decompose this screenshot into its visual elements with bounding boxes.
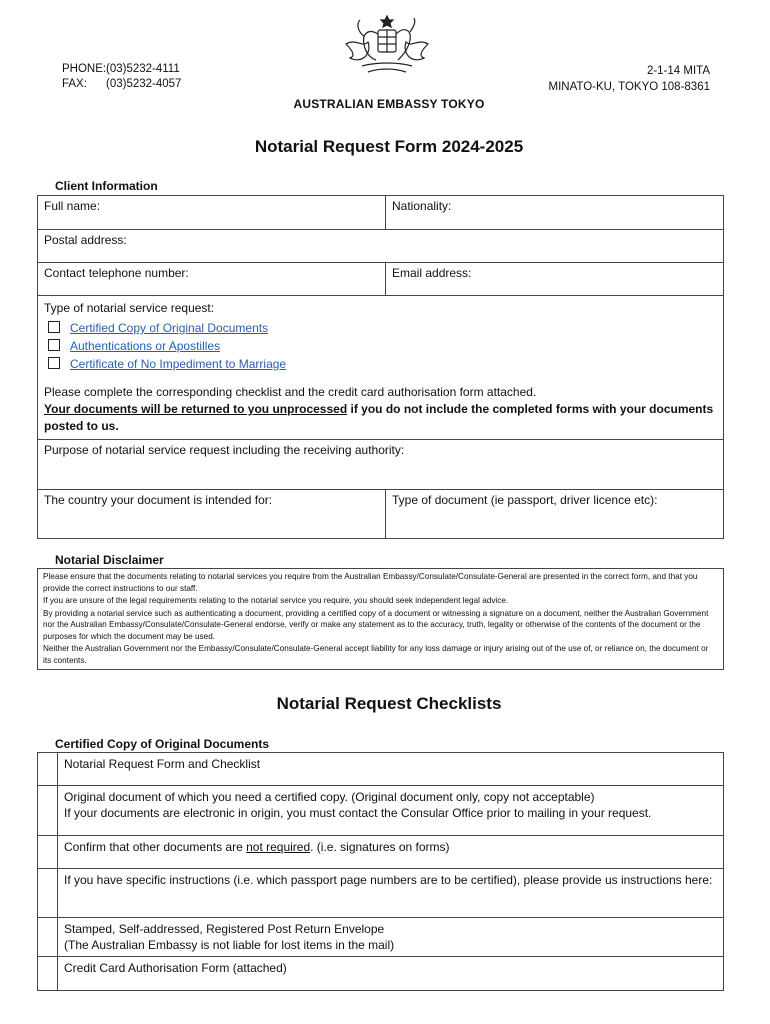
contact-phone-field[interactable] bbox=[38, 263, 386, 296]
checklist-item bbox=[58, 836, 724, 869]
fax-number: (03)5232-4057 bbox=[106, 78, 182, 90]
checklist-tick-box[interactable] bbox=[38, 786, 58, 836]
checklist-tick-box[interactable] bbox=[38, 918, 58, 957]
checklist-item-text: If you have specific instructions (i.e. which passport page numbers are to be certified), please provide us instructions here: bbox=[64, 873, 713, 887]
certified-copy-link[interactable]: Certified Copy of Original Documents bbox=[70, 321, 269, 335]
doc-type-field[interactable] bbox=[386, 490, 724, 539]
certified-copy-heading: Certified Copy of Original Documents bbox=[55, 737, 270, 751]
checklist-tick-box[interactable] bbox=[38, 957, 58, 991]
authentications-link[interactable]: Authentications or Apostilles bbox=[70, 339, 221, 353]
address-line-2: MINATO-KU, TOKYO 108-8361 bbox=[548, 81, 710, 93]
purpose-label: Purpose of notarial service request including the receiving authority: bbox=[44, 443, 405, 457]
postal-address-field[interactable] bbox=[38, 230, 724, 263]
checklist-item[interactable] bbox=[58, 869, 724, 918]
checklist-item bbox=[58, 918, 724, 957]
embassy-name: AUSTRALIAN EMBASSY TOKYO bbox=[293, 97, 485, 111]
complete-note: Please complete the corresponding checklist and the credit card authorisation form attached. bbox=[44, 385, 537, 399]
disclaimer-paragraph: If you are unsure of the legal requirements relating to the notarial service you require, you should seek independent legal advice. bbox=[43, 596, 509, 605]
checklist-item-text: (The Australian Embassy is not liable for lost items in the mail) bbox=[64, 938, 395, 952]
checklist-item-text: . (i.e. signatures on forms) bbox=[310, 840, 450, 854]
service-type-label: Type of notarial service request: bbox=[44, 301, 215, 315]
not-required-text: not required bbox=[246, 840, 311, 854]
country-label: The country your document is intended for: bbox=[44, 493, 273, 507]
disclaimer-paragraph: Please ensure that the documents relating to notarial services you require from the Australian Embassy/Consulate/Consulate-General are presented in the correct form, and that you provide the correct instructions to our staff. bbox=[43, 572, 698, 593]
service-option-authentications[interactable] bbox=[44, 337, 717, 355]
contact-block bbox=[62, 62, 181, 92]
fax-label: FAX: bbox=[62, 78, 87, 90]
disclaimer-heading: Notarial Disclaimer bbox=[55, 553, 164, 567]
client-info-table bbox=[37, 195, 724, 539]
nationality-label: Nationality: bbox=[392, 199, 452, 213]
checklist-item-text: Notarial Request Form and Checklist bbox=[64, 757, 261, 771]
checkbox[interactable] bbox=[48, 357, 60, 369]
checklist-item bbox=[58, 957, 724, 991]
full-name-label: Full name: bbox=[44, 199, 101, 213]
email-field[interactable] bbox=[386, 263, 724, 296]
form-title: Notarial Request Form 2024-2025 bbox=[254, 137, 524, 156]
return-warning-underlined: Your documents will be returned to you unprocessed bbox=[44, 402, 348, 416]
address-line-1: 2-1-14 MITA bbox=[646, 65, 710, 77]
postal-address-label: Postal address: bbox=[44, 233, 127, 247]
checkbox[interactable] bbox=[48, 339, 60, 351]
coat-of-arms-crest bbox=[342, 14, 432, 80]
client-info-heading: Client Information bbox=[55, 179, 158, 193]
certified-copy-checklist bbox=[37, 752, 724, 991]
purpose-field[interactable] bbox=[38, 440, 724, 490]
service-option-certified-copy[interactable] bbox=[44, 319, 717, 337]
disclaimer-box bbox=[37, 568, 724, 670]
doc-type-label: Type of document (ie passport, driver licence etc): bbox=[392, 493, 658, 507]
cni-link[interactable]: Certificate of No Impediment to Marriage bbox=[70, 357, 287, 371]
address-block bbox=[549, 63, 711, 95]
phone-label: PHONE: bbox=[62, 63, 107, 75]
country-field[interactable] bbox=[38, 490, 386, 539]
full-name-field[interactable] bbox=[38, 196, 386, 230]
service-type-cell bbox=[38, 296, 724, 440]
phone-number: (03)5232-4111 bbox=[106, 63, 180, 75]
return-warning-rest: if you do not include the completed forms with your documents posted to us. bbox=[44, 402, 714, 433]
checklist-item-text: Stamped, Self-addressed, Registered Post Return Envelope bbox=[64, 922, 385, 936]
email-label: Email address: bbox=[392, 266, 472, 280]
checklist-tick-box[interactable] bbox=[38, 753, 58, 786]
disclaimer-paragraph: By providing a notarial service such as authenticating a document, providing a certified copy of a document or witnessing a signature on a document, neither the Australian Government nor the Australian Embassy/Consulate/Consulate-General endorse, verify or make any statement as to the accuracy, truth, legality or otherwise of the contents of the document or the purposes for which the document may be used. bbox=[43, 608, 709, 641]
checklist-item bbox=[58, 753, 724, 786]
checklist-item-text: Original document of which you need a certified copy. (Original document only, copy not acceptable) bbox=[64, 790, 595, 804]
checkbox[interactable] bbox=[48, 321, 60, 333]
checklist-tick-box[interactable] bbox=[38, 869, 58, 918]
service-option-cni[interactable] bbox=[44, 355, 717, 373]
nationality-field[interactable] bbox=[386, 196, 724, 230]
checklist-item bbox=[58, 786, 724, 836]
checklist-item-text: Credit Card Authorisation Form (attached) bbox=[64, 961, 287, 975]
checklists-title: Notarial Request Checklists bbox=[276, 694, 502, 713]
return-warning bbox=[44, 401, 717, 435]
checklist-tick-box[interactable] bbox=[38, 836, 58, 869]
checklist-item-text: Confirm that other documents are bbox=[64, 840, 247, 854]
contact-phone-label: Contact telephone number: bbox=[44, 266, 189, 280]
disclaimer-paragraph: Neither the Australian Government nor the Embassy/Consulate/Consulate-General accept liability for any loss damage or injury arising out of the use of, or reliance on, the document or its contents. bbox=[43, 644, 709, 665]
checklist-item-text: If your documents are electronic in origin, you must contact the Consular Office prior to mailing in your request. bbox=[64, 806, 652, 820]
